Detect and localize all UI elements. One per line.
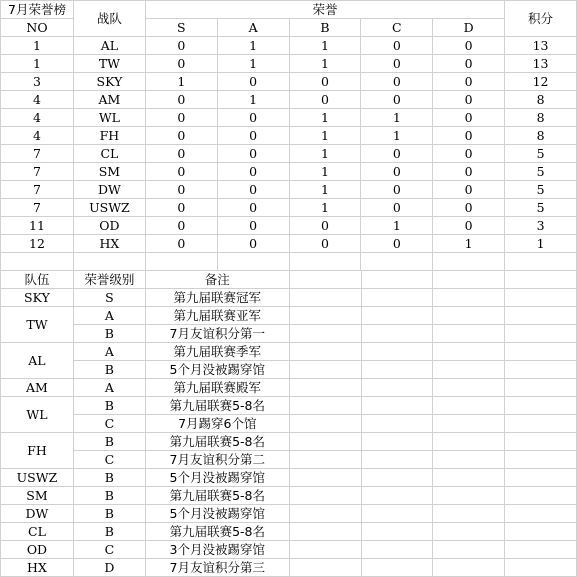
note-team: SKY: [1, 289, 74, 307]
note-row: [1, 325, 577, 343]
empty-cell: [361, 559, 433, 577]
note-row: [1, 487, 577, 505]
empty-cell: [289, 361, 361, 379]
grade-count-d: 0: [433, 91, 505, 109]
points-value: 8: [505, 109, 577, 127]
note-level: B: [73, 523, 145, 541]
empty-cell: [433, 397, 505, 415]
grade-count-a: 0: [217, 181, 289, 199]
note-level: B: [73, 433, 145, 451]
grade-count-c: 0: [361, 73, 433, 91]
team-name: OD: [73, 217, 145, 235]
grade-count-d: 0: [433, 73, 505, 91]
empty-cell: [361, 307, 433, 325]
points-value: 13: [505, 37, 577, 55]
empty-cell: [433, 361, 505, 379]
grade-count-c: 0: [361, 145, 433, 163]
grade-count-c: 1: [361, 109, 433, 127]
grade-count-d: 0: [433, 55, 505, 73]
grade-count-b: 0: [289, 73, 361, 91]
empty-cell: [289, 541, 361, 559]
points-value: 5: [505, 163, 577, 181]
rank-no: 4: [1, 109, 74, 127]
empty-cell: [505, 325, 577, 343]
grade-count-b: 0: [289, 91, 361, 109]
ranking-row: [1, 91, 577, 109]
grade-header-d: D: [433, 19, 505, 37]
empty-cell: [361, 505, 433, 523]
empty-cell: [361, 361, 433, 379]
grade-count-a: 1: [217, 55, 289, 73]
note-remark: 7月友谊积分第一: [145, 325, 289, 343]
grade-count-c: 0: [361, 37, 433, 55]
empty-cell: [433, 307, 505, 325]
no-header: NO: [1, 19, 74, 37]
team-name: SKY: [73, 73, 145, 91]
note-row: [1, 559, 577, 577]
empty-cell: [433, 487, 505, 505]
grade-count-c: 0: [361, 55, 433, 73]
grade-count-s: 0: [145, 217, 217, 235]
note-level: C: [73, 415, 145, 433]
empty-cell: [289, 271, 361, 289]
team-name: USWZ: [73, 199, 145, 217]
ranking-row: [1, 235, 577, 253]
grade-count-c: 1: [361, 217, 433, 235]
grade-count-s: 0: [145, 55, 217, 73]
grade-count-c: 0: [361, 199, 433, 217]
empty-cell: [289, 289, 361, 307]
empty-cell: [433, 505, 505, 523]
note-remark: 第九届联赛亚军: [145, 307, 289, 325]
empty-cell: [289, 307, 361, 325]
note-remark: 7月踢穿6个馆: [145, 415, 289, 433]
empty-cell: [361, 271, 433, 289]
points-value: 5: [505, 145, 577, 163]
empty-cell: [433, 271, 505, 289]
empty-cell: [505, 379, 577, 397]
empty-cell: [361, 433, 433, 451]
empty-cell: [433, 541, 505, 559]
empty-cell: [289, 343, 361, 361]
empty-cell: [361, 541, 433, 559]
empty-cell: [145, 253, 217, 271]
rank-no: 7: [1, 163, 74, 181]
note-remark: 7月友谊积分第二: [145, 451, 289, 469]
empty-cell: [361, 451, 433, 469]
note-team: USWZ: [1, 469, 74, 487]
empty-cell: [1, 253, 74, 271]
note-level: B: [73, 487, 145, 505]
team-name: AL: [73, 37, 145, 55]
team-name: WL: [73, 109, 145, 127]
empty-cell: [361, 469, 433, 487]
note-remark: 3个月没被踢穿馆: [145, 541, 289, 559]
note-level: A: [73, 379, 145, 397]
notes-remark-header: 备注: [145, 271, 289, 289]
note-level: S: [73, 289, 145, 307]
grade-count-d: 0: [433, 163, 505, 181]
grade-count-s: 0: [145, 145, 217, 163]
ranking-row: [1, 181, 577, 199]
grade-count-a: 0: [217, 73, 289, 91]
note-row: [1, 307, 577, 325]
note-row: [1, 523, 577, 541]
ranking-row: [1, 217, 577, 235]
grade-count-b: 1: [289, 109, 361, 127]
empty-cell: [433, 523, 505, 541]
team-name: SM: [73, 163, 145, 181]
points-header: 积分: [505, 1, 577, 37]
empty-cell: [505, 541, 577, 559]
empty-cell: [505, 361, 577, 379]
empty-cell: [361, 253, 433, 271]
rank-no: 1: [1, 55, 74, 73]
note-level: B: [73, 469, 145, 487]
team-name: AM: [73, 91, 145, 109]
team-name: TW: [73, 55, 145, 73]
points-value: 5: [505, 181, 577, 199]
empty-cell: [289, 469, 361, 487]
honor-notes-table: [0, 270, 577, 577]
grade-count-s: 0: [145, 91, 217, 109]
grade-count-d: 0: [433, 145, 505, 163]
note-row: [1, 361, 577, 379]
empty-cell: [505, 289, 577, 307]
points-value: 13: [505, 55, 577, 73]
rank-no: 1: [1, 37, 74, 55]
empty-cell: [289, 379, 361, 397]
grade-count-a: 0: [217, 109, 289, 127]
empty-cell: [289, 325, 361, 343]
note-row: [1, 541, 577, 559]
empty-cell: [505, 523, 577, 541]
points-value: 8: [505, 127, 577, 145]
grade-count-c: 0: [361, 163, 433, 181]
empty-cell: [73, 253, 145, 271]
grade-count-d: 1: [433, 235, 505, 253]
empty-cell: [505, 415, 577, 433]
grade-count-a: 0: [217, 163, 289, 181]
grade-count-s: 0: [145, 37, 217, 55]
empty-cell: [433, 559, 505, 577]
note-remark: 7月友谊积分第三: [145, 559, 289, 577]
empty-cell: [433, 451, 505, 469]
grade-count-s: 0: [145, 235, 217, 253]
ranking-title: 7月荣誉榜: [1, 1, 74, 19]
note-row: [1, 379, 577, 397]
empty-cell: [289, 559, 361, 577]
empty-cell: [433, 343, 505, 361]
rank-no: 7: [1, 199, 74, 217]
empty-cell: [361, 397, 433, 415]
grade-count-b: 0: [289, 217, 361, 235]
note-level: B: [73, 361, 145, 379]
note-team: DW: [1, 505, 74, 523]
ranking-row: [1, 145, 577, 163]
ranking-row: [1, 163, 577, 181]
rank-no: 11: [1, 217, 74, 235]
note-level: D: [73, 559, 145, 577]
note-row: [1, 505, 577, 523]
note-row: [1, 397, 577, 415]
note-level: B: [73, 325, 145, 343]
note-level: B: [73, 505, 145, 523]
grade-count-d: 0: [433, 37, 505, 55]
notes-level-header: 荣誉级别: [73, 271, 145, 289]
note-row: [1, 469, 577, 487]
empty-cell: [505, 397, 577, 415]
grade-count-s: 1: [145, 73, 217, 91]
note-team: FH: [1, 433, 74, 469]
empty-cell: [361, 343, 433, 361]
empty-cell: [289, 253, 361, 271]
rank-no: 4: [1, 127, 74, 145]
team-name: DW: [73, 181, 145, 199]
grade-count-a: 0: [217, 145, 289, 163]
honor-header: 荣誉: [145, 1, 504, 19]
grade-count-c: 1: [361, 127, 433, 145]
rank-no: 3: [1, 73, 74, 91]
empty-cell: [505, 253, 577, 271]
rank-no: 7: [1, 145, 74, 163]
empty-cell: [361, 523, 433, 541]
team-header: 战队: [73, 1, 145, 37]
note-team: CL: [1, 523, 74, 541]
grade-count-a: 0: [217, 217, 289, 235]
empty-cell: [433, 325, 505, 343]
team-name: HX: [73, 235, 145, 253]
note-level: B: [73, 397, 145, 415]
note-team: HX: [1, 559, 74, 577]
points-value: 12: [505, 73, 577, 91]
ranking-row: [1, 199, 577, 217]
grade-count-b: 0: [289, 235, 361, 253]
empty-cell: [433, 253, 505, 271]
rank-no: 7: [1, 181, 74, 199]
empty-cell: [289, 433, 361, 451]
grade-header-s: S: [145, 19, 217, 37]
empty-cell: [433, 379, 505, 397]
empty-cell: [289, 397, 361, 415]
grade-count-d: 0: [433, 217, 505, 235]
grade-count-s: 0: [145, 109, 217, 127]
grade-count-b: 1: [289, 181, 361, 199]
grade-header-b: B: [289, 19, 361, 37]
empty-cell: [361, 487, 433, 505]
grade-count-c: 0: [361, 235, 433, 253]
empty-cell: [505, 559, 577, 577]
empty-cell: [289, 523, 361, 541]
empty-cell: [289, 451, 361, 469]
note-team: TW: [1, 307, 74, 343]
grade-count-s: 0: [145, 199, 217, 217]
team-name: FH: [73, 127, 145, 145]
empty-cell: [505, 343, 577, 361]
grade-header-c: C: [361, 19, 433, 37]
grade-count-a: 0: [217, 235, 289, 253]
note-remark: 5个月没被踢穿馆: [145, 469, 289, 487]
empty-cell: [361, 325, 433, 343]
note-row: [1, 433, 577, 451]
note-team: AM: [1, 379, 74, 397]
note-row: [1, 451, 577, 469]
empty-cell: [289, 415, 361, 433]
rank-no: 4: [1, 91, 74, 109]
points-value: 1: [505, 235, 577, 253]
rank-no: 12: [1, 235, 74, 253]
grade-count-d: 0: [433, 109, 505, 127]
grade-header-a: A: [217, 19, 289, 37]
note-remark: 第九届联赛5-8名: [145, 487, 289, 505]
empty-cell: [505, 271, 577, 289]
team-name: CL: [73, 145, 145, 163]
grade-count-c: 0: [361, 91, 433, 109]
ranking-row: [1, 37, 577, 55]
empty-cell: [433, 289, 505, 307]
grade-count-a: 1: [217, 91, 289, 109]
grade-count-c: 0: [361, 181, 433, 199]
empty-cell: [505, 433, 577, 451]
note-level: C: [73, 451, 145, 469]
points-value: 8: [505, 91, 577, 109]
empty-cell: [361, 379, 433, 397]
note-remark: 第九届联赛季军: [145, 343, 289, 361]
note-team: WL: [1, 397, 74, 433]
empty-cell: [361, 415, 433, 433]
note-remark: 第九届联赛冠军: [145, 289, 289, 307]
grade-count-b: 1: [289, 199, 361, 217]
empty-cell: [433, 433, 505, 451]
grade-count-a: 0: [217, 127, 289, 145]
empty-cell: [505, 487, 577, 505]
grade-count-a: 0: [217, 199, 289, 217]
ranking-row: [1, 127, 577, 145]
grade-count-b: 1: [289, 37, 361, 55]
empty-cell: [505, 505, 577, 523]
note-team: SM: [1, 487, 74, 505]
empty-cell: [289, 505, 361, 523]
note-team: AL: [1, 343, 74, 379]
empty-cell: [361, 289, 433, 307]
note-level: A: [73, 307, 145, 325]
points-value: 3: [505, 217, 577, 235]
notes-team-header: 队伍: [1, 271, 74, 289]
empty-cell: [505, 307, 577, 325]
grade-count-s: 0: [145, 163, 217, 181]
note-row: [1, 415, 577, 433]
grade-count-b: 1: [289, 127, 361, 145]
grade-count-b: 1: [289, 145, 361, 163]
note-level: C: [73, 541, 145, 559]
note-remark: 第九届联赛5-8名: [145, 523, 289, 541]
empty-cell: [217, 253, 289, 271]
honor-ranking-table: [0, 0, 577, 271]
note-level: A: [73, 343, 145, 361]
empty-cell: [505, 451, 577, 469]
note-remark: 第九届联赛5-8名: [145, 397, 289, 415]
note-remark: 5个月没被踢穿馆: [145, 505, 289, 523]
empty-cell: [433, 415, 505, 433]
grade-count-d: 0: [433, 181, 505, 199]
ranking-row: [1, 55, 577, 73]
grade-count-s: 0: [145, 181, 217, 199]
points-value: 5: [505, 199, 577, 217]
blank-row: [1, 253, 577, 271]
note-row: [1, 289, 577, 307]
note-team: OD: [1, 541, 74, 559]
grade-count-s: 0: [145, 127, 217, 145]
note-row: [1, 343, 577, 361]
note-remark: 第九届联赛殿军: [145, 379, 289, 397]
empty-cell: [433, 469, 505, 487]
note-remark: 5个月没被踢穿馆: [145, 361, 289, 379]
grade-count-a: 1: [217, 37, 289, 55]
empty-cell: [289, 487, 361, 505]
ranking-row: [1, 73, 577, 91]
note-remark: 第九届联赛5-8名: [145, 433, 289, 451]
grade-count-d: 0: [433, 199, 505, 217]
grade-count-b: 1: [289, 55, 361, 73]
ranking-row: [1, 109, 577, 127]
grade-count-b: 1: [289, 163, 361, 181]
empty-cell: [505, 469, 577, 487]
grade-count-d: 0: [433, 127, 505, 145]
